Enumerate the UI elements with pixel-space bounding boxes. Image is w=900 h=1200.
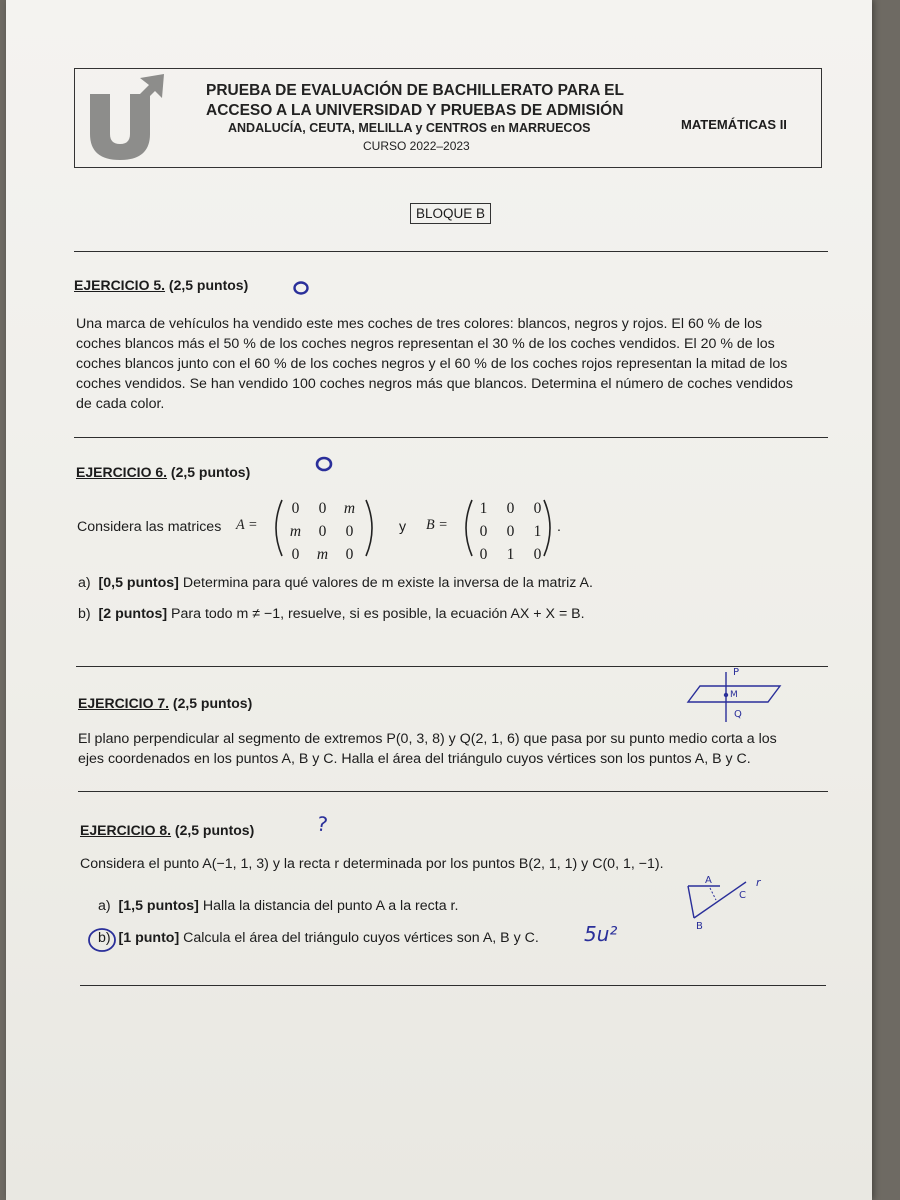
university-logo: [84, 72, 174, 162]
matrix-b-cell: 1: [533, 522, 542, 540]
ex6-title: [76, 464, 250, 480]
bloque-label: BLOQUE B: [410, 203, 491, 224]
ex5-line: Una marca de vehículos ha vendido este mes coches de tres colores: blancos, negros y rojos. El 60 % de los: [76, 316, 763, 332]
matrix-a-cell: 0: [291, 499, 300, 517]
header-region: ANDALUCÍA, CEUTA, MELILLA y CENTROS en MARRUECOS: [228, 121, 591, 135]
ex7-line: ejes coordenados en los puntos A, B y C. Halla el área del triángulo cuyos vértices son los puntos A, B y C.: [78, 751, 751, 767]
matrix-a: [282, 497, 363, 566]
matrix-b-cell: 1: [479, 499, 488, 517]
ex8-title: [80, 822, 254, 838]
ex8-item-a-points: [1,5 puntos]: [118, 898, 199, 914]
matrix-a-right-paren: [364, 498, 380, 558]
sketch8-label-r: r: [756, 876, 761, 889]
ex7-title: [78, 695, 252, 711]
matrix-b-cell: 0: [506, 499, 515, 517]
ex6-item-b-letter: b): [78, 606, 91, 622]
ex5-line: coches blancos junto con el 60 % de los coches negros y el 60 % de los coches rojos representan la mitad de los: [76, 356, 788, 372]
ex8-item-a-letter: a): [98, 898, 111, 914]
matrix-b: [470, 497, 551, 566]
matrix-period: .: [557, 519, 561, 535]
matrix-b-cell: 0: [479, 522, 488, 540]
ex5-number: EJERCICIO 5.: [74, 277, 166, 293]
header-title-line1: PRUEBA DE EVALUACIÓN DE BACHILLERATO PARA EL: [206, 82, 624, 99]
subject-label: MATEMÁTICAS II: [681, 117, 787, 132]
ex8-item-b-letter: b): [98, 930, 111, 946]
divider: [80, 985, 826, 986]
ex5-title: [74, 277, 248, 293]
ex6-number: EJERCICIO 6.: [76, 464, 168, 480]
ex5-points: (2,5 puntos): [168, 277, 249, 293]
pen-circle-mark: [291, 279, 311, 297]
ex5-line: coches vendidos. Se han vendido 100 coches negros más que blancos. Determina el número de coches vendidos: [76, 376, 793, 392]
exam-sheet: [6, 0, 872, 1200]
item-b-circle: [86, 925, 120, 955]
matrix-a-cell: 0: [318, 499, 327, 517]
matrix-a-cell: 0: [345, 522, 354, 540]
question-mark: ?: [315, 811, 330, 837]
matrix-b-cell: 1: [506, 545, 515, 563]
sketch7-label-m: M: [730, 690, 738, 700]
ex7-statement: [78, 729, 828, 769]
ex8-number: EJERCICIO 8.: [80, 822, 172, 838]
matrix-a-cell: m: [316, 545, 329, 563]
ex5-line: coches blancos más el 50 % de los coches negros representan el 30 % de los coches vendidos. El 20 % de los: [76, 336, 775, 352]
ex8-item-b: [98, 930, 539, 946]
header-course: CURSO 2022–2023: [363, 139, 470, 153]
pen-circle-mark: [313, 454, 335, 474]
matrix-a-cell: m: [289, 522, 302, 540]
ex5-statement: [76, 314, 828, 414]
ex5-line: de cada color.: [76, 396, 165, 412]
ex6-item-a-points: [0,5 puntos]: [98, 575, 179, 591]
matrix-b-right-paren: [542, 498, 558, 558]
ex8-points: (2,5 puntos): [174, 822, 255, 838]
ex6-item-b-points: [2 puntos]: [98, 606, 168, 622]
matrix-a-cell: 0: [291, 545, 300, 563]
ex6-item-b: [78, 606, 585, 622]
ex7-points: (2,5 puntos): [172, 695, 253, 711]
divider: [74, 437, 828, 438]
matrix-b-cell: 0: [479, 545, 488, 563]
ex8-item-b-points: [1 punto]: [118, 930, 180, 946]
ex6-item-b-text: Para todo m ≠ −1, resuelve, si es posible, la ecuación AX + X = B.: [171, 606, 585, 622]
divider: [74, 251, 828, 252]
matrix-a-label: A =: [236, 517, 258, 533]
sketch7-label-p: P: [733, 667, 740, 678]
ex8-item-a: [98, 898, 458, 914]
matrix-b-cell: 0: [506, 522, 515, 540]
ex6-item-a: [78, 575, 593, 591]
ex8-item-a-text: Halla la distancia del punto A a la recta r.: [202, 898, 459, 914]
ex6-points: (2,5 puntos): [170, 464, 251, 480]
sketch8-label-b: B: [696, 921, 703, 932]
handwritten-answer: 5u²: [584, 922, 618, 946]
matrix-a-cell: 0: [345, 545, 354, 563]
matrix-a-cell: 0: [318, 522, 327, 540]
divider: [78, 791, 828, 792]
matrix-a-cell: m: [343, 499, 356, 517]
ex7-number: EJERCICIO 7.: [78, 695, 170, 711]
ex8-intro: Considera el punto A(−1, 1, 3) y la recta r determinada por los puntos B(2, 1, 1) y C(0, 1, −1).: [80, 856, 664, 872]
sketch7-label-q: Q: [734, 709, 742, 720]
matrix-b-cell: 0: [533, 545, 542, 563]
matrix-b-label: B =: [426, 517, 448, 533]
matrix-b-cell: 0: [533, 499, 542, 517]
ex6-intro: Considera las matrices: [77, 519, 222, 535]
ex8-item-b-text: Calcula el área del triángulo cuyos vértices son A, B y C.: [183, 930, 539, 946]
ex7-line: El plano perpendicular al segmento de extremos P(0, 3, 8) y Q(2, 1, 6) que pasa por su punto medio corta a los: [78, 731, 777, 747]
header-title-line2: ACCESO A LA UNIVERSIDAD Y PRUEBAS DE ADMISIÓN: [206, 102, 624, 119]
sketch8-label-c: C: [739, 890, 746, 901]
sketch8-label-a: A: [705, 875, 712, 886]
ex6-item-a-text: Determina para qué valores de m existe la inversa de la matriz A.: [182, 575, 593, 591]
ex6-item-a-letter: a): [78, 575, 91, 591]
conjunction-y: y: [399, 519, 407, 535]
